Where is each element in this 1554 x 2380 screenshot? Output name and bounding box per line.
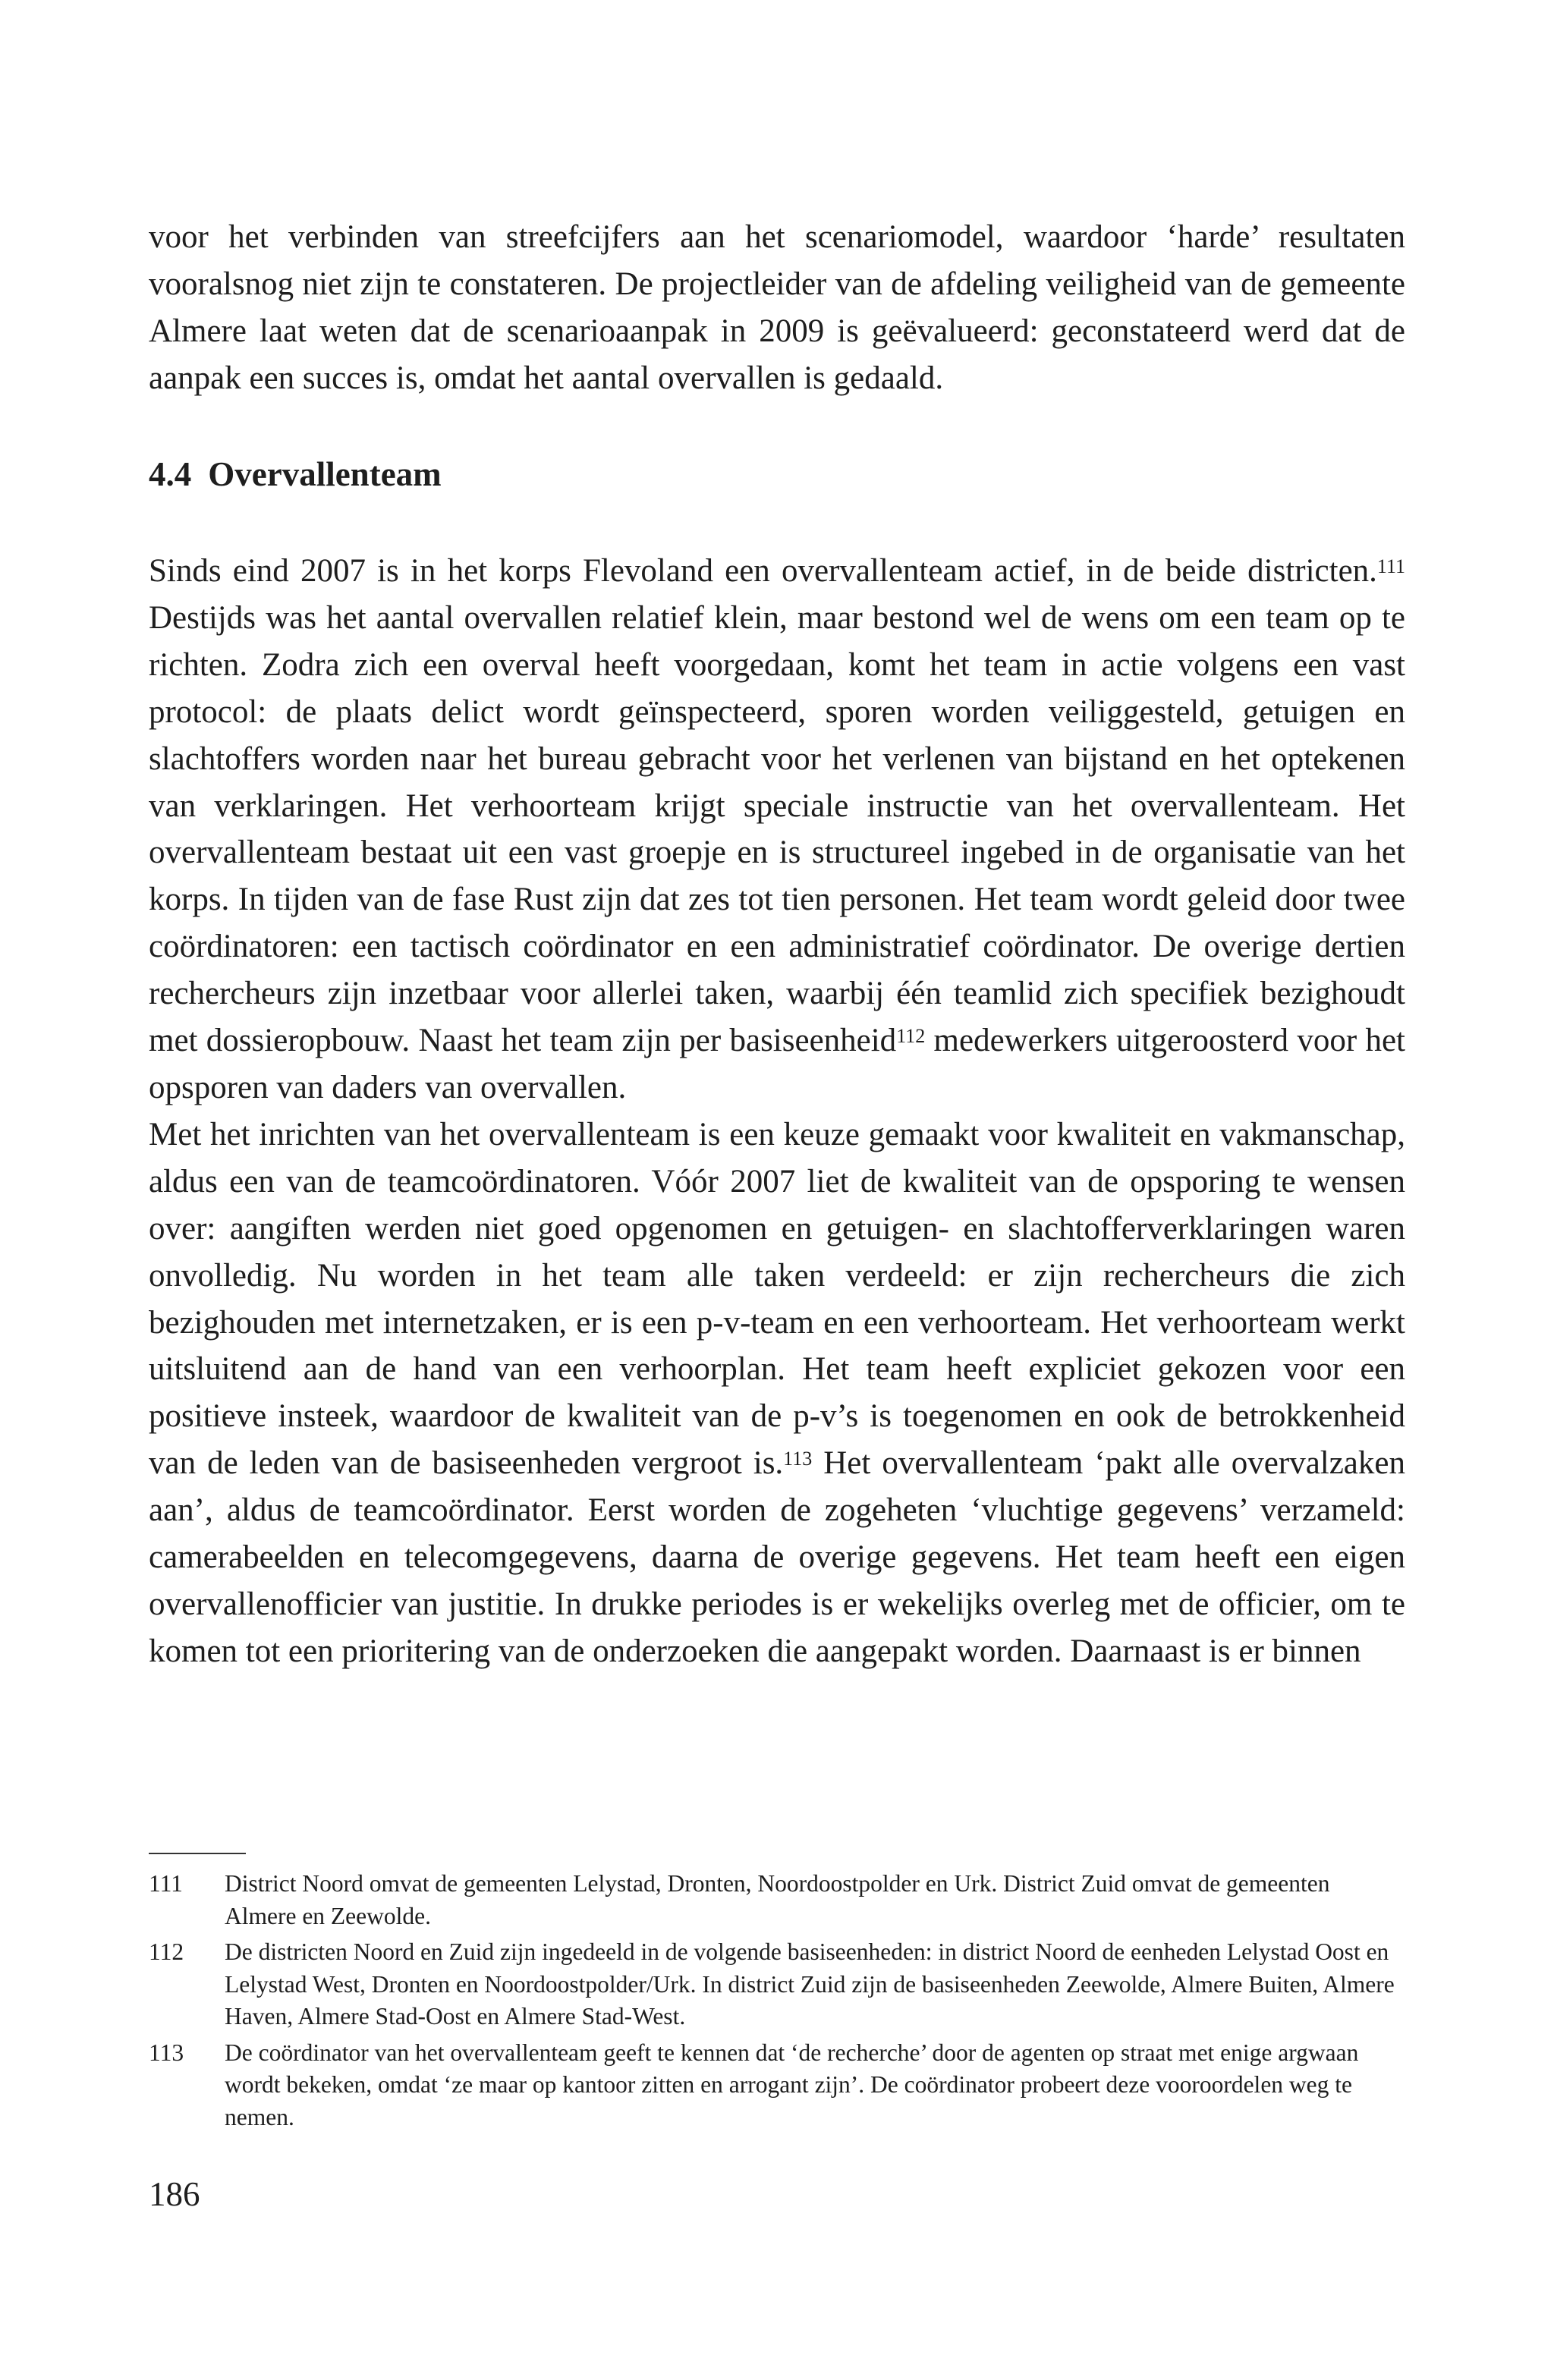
section-heading: [149, 448, 442, 501]
page-number: 186: [149, 2175, 200, 2213]
paragraph-1-part-b: Destijds was het aantal overvallen relatief klein, maar bestond wel de wens om een team op te richten. Zodra zich een overval heeft voorgedaan, komt het team in actie volgens een vast protocol: de plaats delict wordt geïnspecteerd, sporen worden veiliggesteld, getuigen en slachtoffers worden naar het bureau gebracht voor het verlenen van bijstand en het optekenen van verklaringen. Het verhoorteam krijgt speciale instructie van het overvallenteam. Het overvallenteam bestaat uit een vast groepje en is structureel ingebed in de organisatie van het korps. In tijden van de fase Rust zijn dat zes tot tien personen. Het team wordt geleid door twee coördinatoren: een tactisch coördinator en een administratief coördinator. De overige dertien rechercheurs zijn inzetbaar voor allerlei taken, waarbij één teamlid zich specifiek bezighoudt met dossieropbouw. Naast het team zijn per basiseenheid: [149, 599, 1405, 1059]
footnote-ref-113[interactable]: 113: [783, 1448, 813, 1470]
paragraph-1-part-c: medewerkers uitgeroosterd voor het opsporen van daders van overvallen.: [149, 1023, 1405, 1105]
footnote-text: De coördinator van het overvallenteam geeft te kennen dat ‘de recherche’ door de agenten op straat met enige argwaan wordt bekeken, omdat ‘ze maar op kantoor zitten en arrogant zijn’. De coördinator probeert deze vooroordelen weg te nemen.: [225, 2039, 1359, 2130]
footnote-ref-112[interactable]: 112: [896, 1025, 926, 1048]
footnote-divider: [149, 1853, 246, 1854]
footnote-111: [149, 1868, 1405, 1932]
footnote-text: District Noord omvat de gemeenten Lelystad, Dronten, Noordoostpolder en Urk. District Zuid omvat de gemeenten Almere en Zeewolde.: [225, 1870, 1330, 1929]
footnote-112: [149, 1936, 1405, 2033]
section-title: Overvallenteam: [208, 455, 442, 493]
footnote-113: [149, 2037, 1405, 2134]
paragraph-2-part-b: Het overvallenteam ‘pakt alle overvalzaken aan’, aldus de teamcoördinator. Eerst worden de zogeheten ‘vluchtige gegevens’ verzameld: camerabeelden en telecomgegevens, daarna de overige gegevens. Het team heeft een eigen overvallenofficier van justitie. In drukke periodes is er wekelijks overleg met de officier, om te komen tot een prioritering van de onderzoeken die aangepakt worden. Daarnaast is er binnen: [149, 1445, 1405, 1669]
intro-paragraph: voor het verbinden van streefcijfers aan het scenariomodel, waardoor ‘harde’ resultaten vooralsnog niet zijn te constateren. De projectleider van de afdeling veiligheid van de gemeente Almere laat weten dat de scenarioaanpak in 2009 is geëvalueerd: geconstateerd werd dat de aanpak een succes is, omdat het aantal overvallen is gedaald.: [149, 219, 1405, 396]
paragraph-2-part-a: Met het inrichten van het overvallenteam is een keuze gemaakt voor kwaliteit en vakmanschap, aldus een van de teamcoördinatoren. Vóór 2007 liet de kwaliteit van de opsporing te wensen over: aangiften werden niet goed opgenomen en getuigen- en slachtofferverklaringen waren onvolledig. Nu worden in het team alle taken verdeeld: er zijn rechercheurs die zich bezighouden met internetzaken, er is een p-v-team en een verhoorteam. Het verhoorteam werkt uitsluitend aan de hand van een verhoorplan. Het team heeft expliciet gekozen voor een positieve insteek, waardoor de kwaliteit van de p-v’s is toegenomen en ook de betrokkenheid van de leden van de basiseenheden vergroot is.: [149, 1116, 1405, 1482]
footnote-ref-111[interactable]: 111: [1376, 555, 1405, 577]
paragraph-1-part-a: Sinds eind 2007 is in het korps Flevoland een overvallenteam actief, in de beide districten.: [149, 553, 1377, 589]
paragraph-overvallenteam-1: [149, 548, 1405, 1111]
footnote-number: 111: [149, 1870, 183, 1897]
section-number: 4.4: [149, 455, 192, 493]
paragraph-overvallenteam-2: [149, 1111, 1405, 1675]
footnotes: [149, 1868, 1405, 2137]
footnote-number: 113: [149, 2039, 184, 2066]
footnote-number: 112: [149, 1938, 184, 1965]
footnote-text: De districten Noord en Zuid zijn ingedeeld in de volgende basiseenheden: in district Noord de eenheden Lelystad Oost en Lelystad West, Dronten en Noordoostpolder/Urk. In district Zuid zijn de basiseenheden Zeewolde, Almere Buiten, Almere Haven, Almere Stad-Oost en Almere Stad-West.: [225, 1938, 1395, 2029]
section-body: [149, 548, 1405, 1675]
